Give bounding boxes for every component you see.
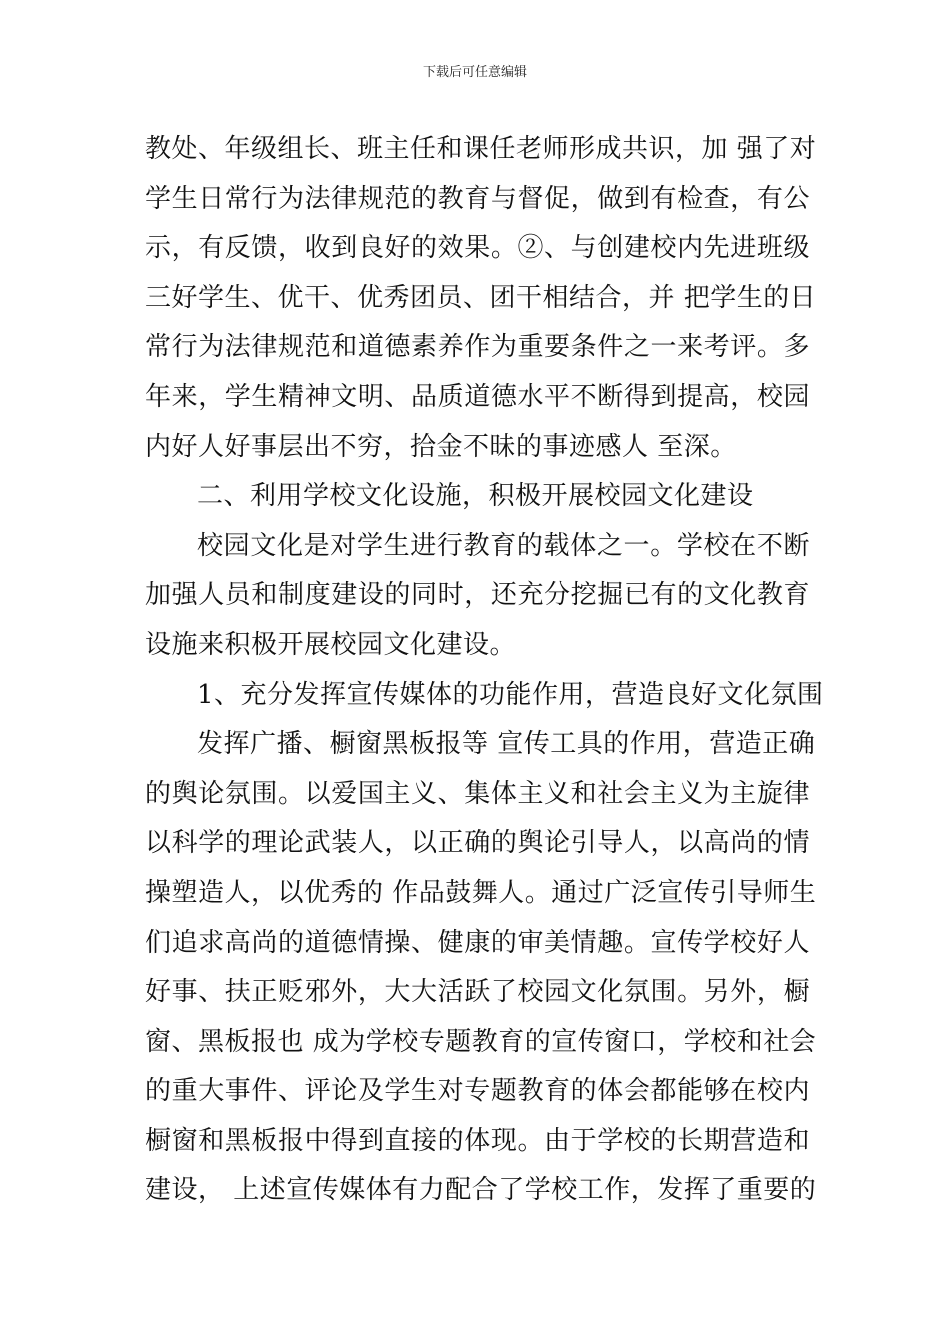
- text-line: 教处、年级组长、班主任和课任老师形成共识，加 强了对: [145, 134, 817, 164]
- text-line: 示，有反馈，收到良好的效果。②、与创建校内先进班级: [145, 233, 810, 264]
- subsection-heading: 1、充分发挥宣传媒体的功能作用，营造良好文化氛围: [197, 679, 824, 710]
- paragraph-first-line: 发挥广播、橱窗黑板报等 宣传工具的作用，营造正确: [197, 729, 816, 760]
- text-line: 建设， 上述宣传媒体有力配合了学校工作，发挥了重要的: [145, 1175, 817, 1206]
- text-line: 加强人员和制度建设的同时，还充分挖掘已有的文化教育: [145, 580, 810, 611]
- text-line: 窗、黑板报也 成为学校专题教育的宣传窗口，学校和社会: [145, 1026, 817, 1057]
- document-body: [145, 125, 824, 1216]
- page-header: 下载后可任意编辑: [422, 65, 527, 80]
- paragraph-first-line: 校园文化是对学生进行教育的载体之一。学校在不断: [197, 530, 810, 561]
- text-line: 好事、扶正贬邪外，大大活跃了校园文化氛围。另外，橱: [145, 977, 810, 1008]
- text-line: 年来，学生精神文明、品质道德水平不断得到提高，校园: [145, 381, 810, 412]
- text-line: 橱窗和黑板报中得到直接的体现。由于学校的长期营造和: [145, 1125, 810, 1156]
- text-line: 操塑造人，以优秀的 作品鼓舞人。通过广泛宣传引导师生: [145, 877, 817, 908]
- text-line: 的重大事件、评论及学生对专题教育的体会都能够在校内: [145, 1076, 810, 1107]
- text-line: 们追求高尚的道德情操、健康的审美情趣。宣传学校好人: [145, 927, 810, 958]
- text-line: 学生日常行为法律规范的教育与督促，做到有检查，有公: [145, 183, 810, 214]
- text-line: 设施来积极开展校园文化建设。: [145, 629, 517, 660]
- text-line: 常行为法律规范和道德素养作为重要条件之一来考评。多: [145, 332, 810, 363]
- section-heading: 二、利用学校文化设施，积极开展校园文化建设: [197, 481, 754, 512]
- text-line: 内好人好事层出不穷，拾金不昧的事迹感人 至深。: [145, 431, 737, 462]
- text-line: 的舆论氛围。以爱国主义、集体主义和社会主义为主旋律: [145, 778, 810, 809]
- text-line: 三好学生、优干、优秀团员、团干相结合，并 把学生的日: [145, 282, 817, 313]
- text-line: 以科学的理论武装人，以正确的舆论引导人，以高尚的情: [145, 828, 810, 859]
